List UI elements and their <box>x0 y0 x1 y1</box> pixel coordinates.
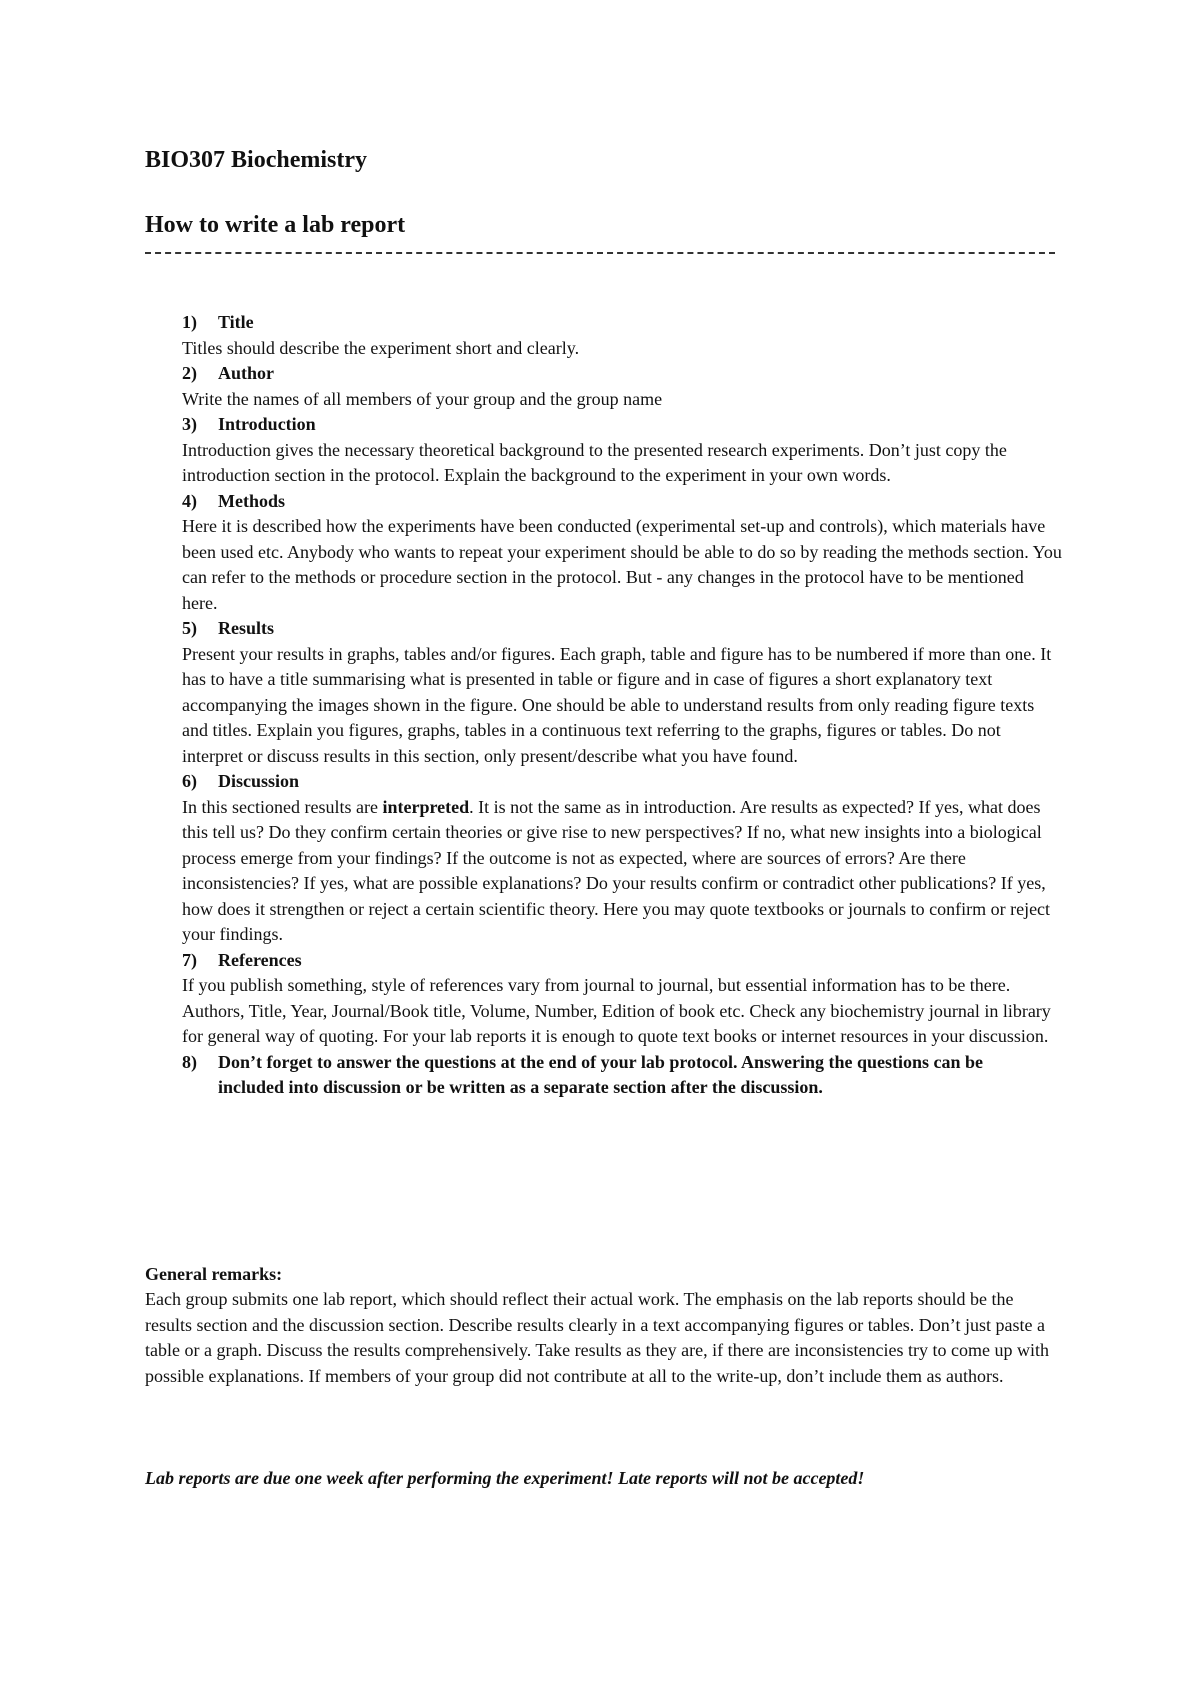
section-number: 1) <box>182 312 197 332</box>
section-body: Present your results in graphs, tables and/or figures. Each graph, table and figure has to be numbered if more than one. It has to have a title summarising what is presented in table or figure and in case of figures a short explanatory text accompanying the images shown in the figure. One should be able to understand results from only reading figure texts and titles. Explain you figures, graphs, tables in a continuous text referring to the graphs, figures or tables. Do not interpret or discuss results in this section, only present/describe what you have found. <box>182 643 1052 766</box>
section-references <box>182 948 1062 1050</box>
section-number: 5) <box>182 618 197 638</box>
body-text: . It is not the same as in introduction. Are results as expected? If yes, what does this tell us? Do they confirm certain theories or give rise to new perspectives? If no, what new insights into a biological process emerge from your findings? If the outcome is not as expected, where are sources of errors? Are there inconsistencies? If yes, what are possible explanations? Do your results confirm or contradict other publications? If yes, how does it strengthen or reject a certain scientific theory. Here you may quote textbooks or journals to confirm or reject your findings. <box>182 796 1051 944</box>
section-number: 3) <box>182 414 197 434</box>
body-text: In this sectioned results are <box>182 796 383 817</box>
section-heading-text: Title <box>218 312 254 332</box>
section-title <box>182 310 1062 361</box>
section-number: 6) <box>182 771 197 791</box>
section-heading-text: Methods <box>218 490 285 511</box>
section-methods <box>182 489 1062 617</box>
section-heading <box>182 412 1062 438</box>
section-heading <box>182 361 1062 387</box>
section-heading <box>182 769 1062 795</box>
section-body: Write the names of all members of your group and the group name <box>182 388 663 409</box>
section-heading <box>182 489 1062 515</box>
section-number: 7) <box>182 949 197 970</box>
section-number: 2) <box>182 363 197 383</box>
section-number: 8) <box>182 1051 197 1072</box>
section-questions-reminder <box>182 1050 1062 1101</box>
emphasis-text: interpreted <box>382 796 470 817</box>
section-discussion <box>182 769 1062 948</box>
general-remarks-heading: General remarks: <box>145 1264 283 1284</box>
section-heading-text: Discussion <box>218 771 300 791</box>
section-body: Introduction gives the necessary theoretical background to the presented research experiments. Don’t just copy the introduction section in the protocol. Explain the background to the experiment in your own words. <box>182 439 1007 485</box>
dashed-divider <box>145 252 1055 254</box>
general-remarks-body: Each group submits one lab report, which should reflect their actual work. The emphasis on the lab reports should be the results section and the discussion section. Describe results clearly in a text accompanying figures or tables. Don’t just paste a table or a graph. Discuss the results comprehensively. Take results as they are, if there are inconsistencies try to come up with possible explanations. If members of your group did not contribute at all to the write-up, don’t include them as authors. <box>145 1289 1049 1386</box>
section-body: Titles should describe the experiment short and clearly. <box>182 337 580 358</box>
section-heading-text: Author <box>218 363 275 383</box>
section-heading-text: References <box>218 949 302 970</box>
section-reminder-text: Don’t forget to answer the questions at the end of your lab protocol. Answering the questions can be included into discussion or be written as a separate section after the discussion. <box>218 1051 984 1097</box>
section-number: 4) <box>182 490 197 511</box>
section-body <box>182 795 1062 948</box>
section-heading-text: Results <box>218 618 275 638</box>
section-introduction <box>182 412 1062 489</box>
section-heading <box>182 948 1062 974</box>
document-title: How to write a lab report <box>145 212 406 238</box>
course-title: BIO307 Biochemistry <box>145 147 367 173</box>
section-heading <box>182 310 1062 336</box>
section-author <box>182 361 1062 412</box>
section-list <box>182 310 1062 1101</box>
section-results <box>182 616 1062 769</box>
section-body: If you publish something, style of references vary from journal to journal, but essential information has to be there. Authors, Title, Year, Journal/Book title, Volume, Number, Edition of book etc. Check any biochemistry journal in library for general way of quoting. For your lab reports it is enough to quote text books or internet resources in your discussion. <box>182 975 1051 1046</box>
section-heading-text: Introduction <box>218 414 316 434</box>
deadline-notice: Lab reports are due one week after performing the experiment! Late reports will not be accepted! <box>145 1468 865 1488</box>
section-body: Here it is described how the experiments have been conducted (experimental set-up and controls), which materials have been used etc. Anybody who wants to repeat your experiment should be able to do so by reading the methods section. You can refer to the methods or procedure section in the protocol. But - any changes in the protocol have to be mentioned here. <box>182 516 1062 613</box>
section-heading <box>182 616 1062 642</box>
